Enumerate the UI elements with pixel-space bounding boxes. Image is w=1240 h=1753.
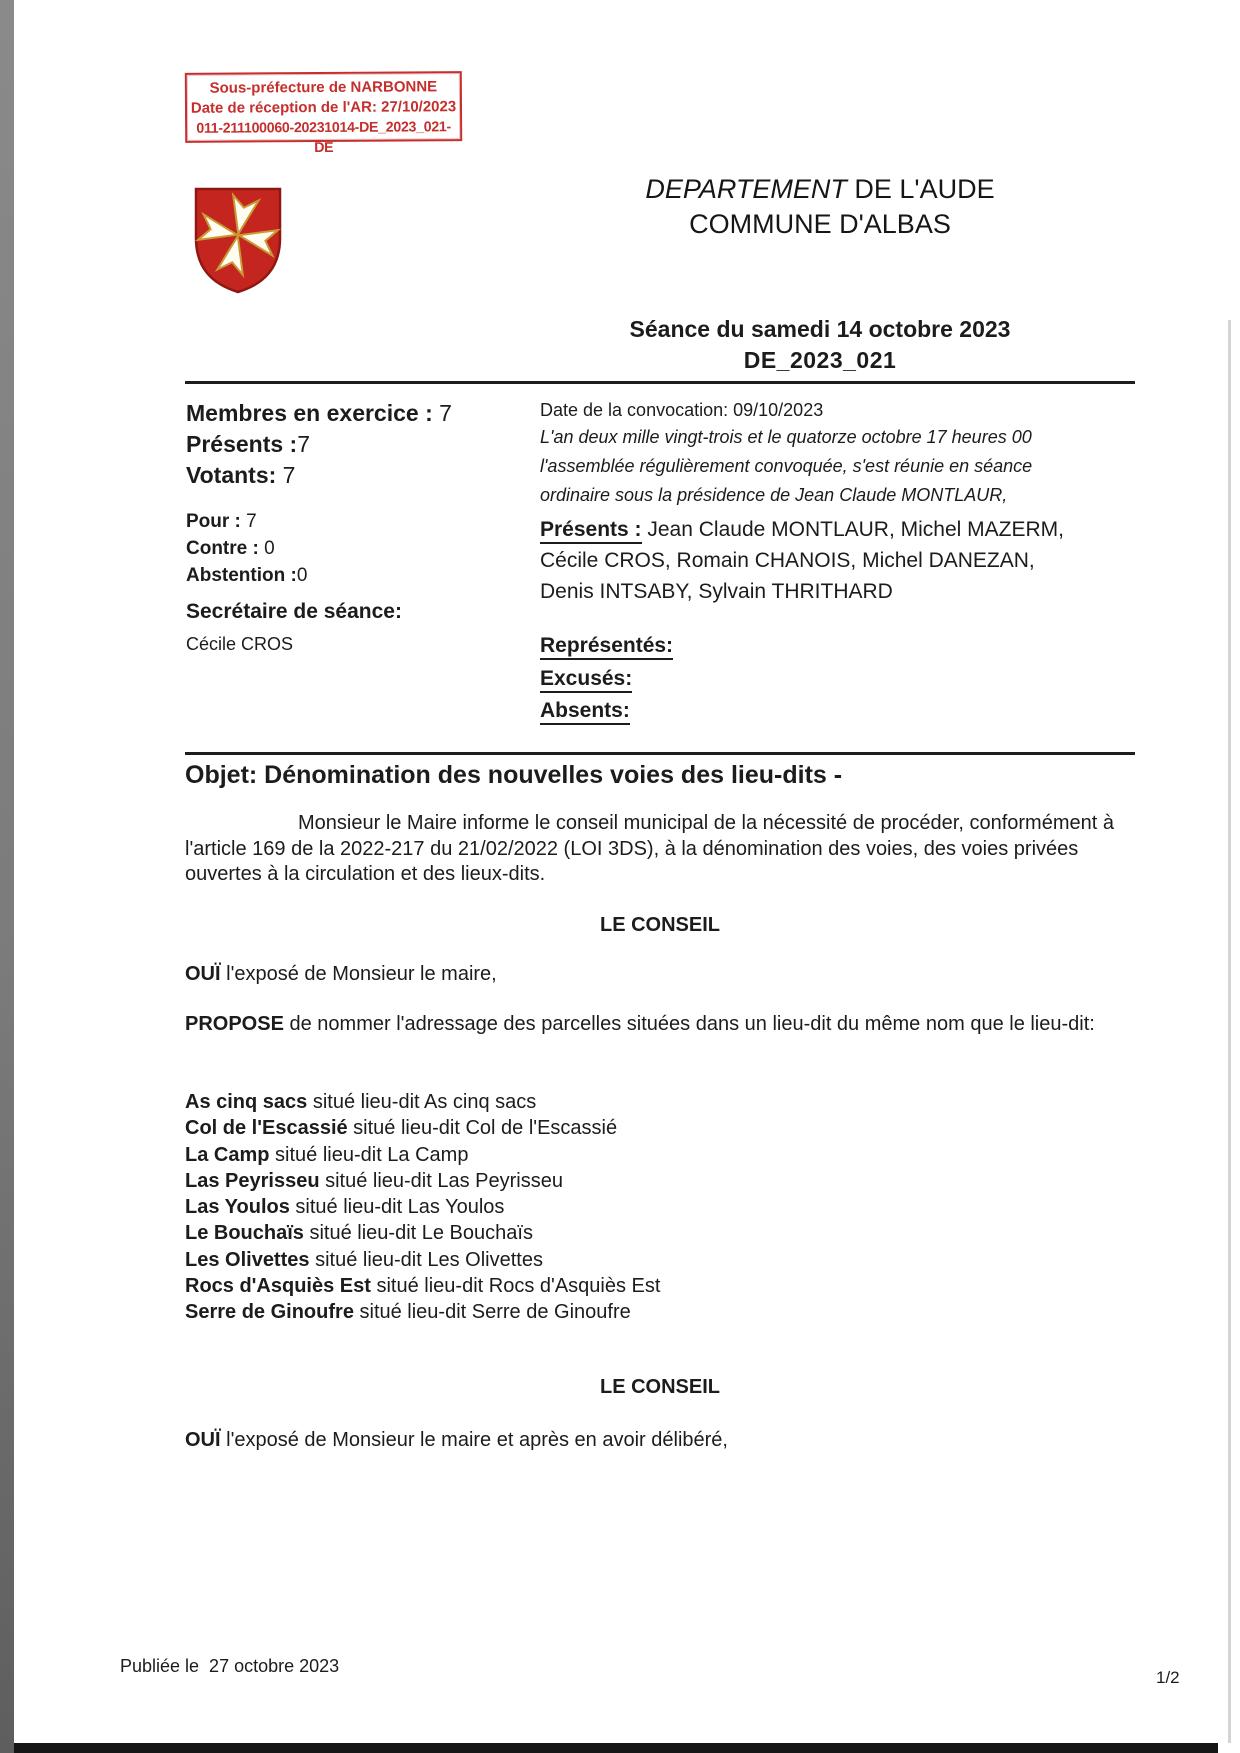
abstention-label: Abstention : [186, 565, 297, 586]
convocation-date: Date de la convocation: 09/10/2023 [540, 400, 824, 420]
page-number: 1/2 [1156, 1668, 1180, 1687]
stamp-reception-date-line: Date de réception de l'AR: 27/10/2023 [190, 98, 457, 117]
publication-date: Publiée le 27 octobre 2023 [120, 1656, 340, 1676]
abstention-value: 0 [296, 565, 308, 586]
presents-label: Présents : [540, 518, 642, 544]
membres-label: Membres en exercice : [186, 400, 433, 426]
oui-rest-1: l'exposé de Monsieur le maire, [220, 963, 497, 985]
oui-word-1: OUÏ [185, 963, 221, 985]
presents-count-line [186, 429, 452, 460]
membres-en-exercice-line [186, 398, 452, 429]
lieu-dit-name: Serre de Ginoufre [185, 1301, 354, 1324]
lieu-dit-row [185, 1115, 1135, 1141]
propose-paragraph [185, 1011, 1135, 1037]
representes-label: Représentés: [540, 634, 673, 660]
le-conseil-heading-2: LE CONSEIL [599, 1376, 720, 1398]
scan-edge-bottom [14, 1743, 1218, 1753]
lieu-dit-rest: situé lieu-dit La Camp [269, 1143, 469, 1166]
absence-labels [540, 630, 673, 728]
lieux-dits-list [185, 1089, 1135, 1326]
secretaire-label: Secrétaire de séance: [186, 600, 402, 623]
membres-value: 7 [432, 400, 452, 426]
lieu-dit-rest: situé lieu-dit Las Youlos [289, 1196, 505, 1219]
session-date-title: Séance du samedi 14 octobre 2023 [629, 316, 1011, 342]
lieu-dit-rest: situé lieu-dit Col de l'Escassié [347, 1117, 618, 1140]
secretaire-name: Cécile CROS [186, 634, 294, 654]
lieu-dit-name: Col de l'Escassié [185, 1117, 348, 1140]
divider-objet [185, 752, 1135, 755]
maltese-cross-shield-icon [192, 186, 284, 294]
absents-line [540, 695, 673, 728]
lieu-dit-row [185, 1142, 1135, 1168]
presents-names: Jean Claude MONTLAUR, Michel MAZERM, Cécile CROS, Romain CHANOIS, Michel DANEZAN, Denis INTSABY, Sylvain THRITHARD [540, 518, 1064, 603]
lieu-dit-name: Les Olivettes [185, 1248, 310, 1271]
scan-edge-left [0, 0, 14, 1753]
stamp-act-id-line: 011-211100060-20231014-DE_2023_021-DE [196, 119, 451, 157]
contre-value: 0 [258, 538, 275, 559]
oui-rest-2: l'exposé de Monsieur le maire et après en avoir délibéré, [220, 1429, 728, 1451]
pour-label: Pour : [186, 511, 241, 532]
objet-title: Objet: Dénomination des nouvelles voies des lieu-dits - [185, 761, 843, 789]
session-narrative: L'an deux mille vingt-trois et le quatorze octobre 17 heures 00 l'assemblée régulièrement convoquée, s'est réunie en séance ordinaire sous la présidence de Jean Claude MONTLAUR, [540, 427, 1033, 505]
lieu-dit-name: La Camp [185, 1143, 270, 1166]
scan-edge-right [1228, 320, 1231, 1743]
lieu-dit-name: As cinq sacs [185, 1091, 308, 1113]
votants-label: Votants: [186, 462, 277, 488]
lieu-dit-row [185, 1089, 1135, 1115]
presents-count-value: 7 [297, 431, 311, 457]
vote-results [186, 508, 307, 589]
votants-line [186, 460, 452, 491]
department-rest: DE L'AUDE [846, 174, 995, 204]
member-counts [186, 398, 452, 491]
intro-paragraph: Monsieur le Maire informe le conseil municipal de la nécessité de procéder, conformément à l'article 169 de la 2022-217 du 21/02/2022 (LOI 3DS), à la dénomination des voies, des voies privées ouvertes à la circulation et des lieux-dits. [185, 812, 1114, 886]
oui-line-1 [185, 961, 1135, 987]
department-commune-title [540, 172, 1100, 242]
department-word: DEPARTEMENT [645, 174, 847, 204]
contre-line [186, 535, 307, 562]
pour-line [186, 508, 307, 535]
lieu-dit-row [185, 1220, 1135, 1246]
lieu-dit-row [185, 1299, 1135, 1325]
presents-names-block [540, 514, 1092, 607]
pour-value: 7 [240, 511, 257, 532]
oui-word-2: OUÏ [185, 1429, 221, 1451]
lieu-dit-row [185, 1168, 1135, 1194]
lieu-dit-name: Le Bouchaïs [185, 1222, 304, 1245]
prefecture-stamp [185, 71, 462, 157]
lieu-dit-name: Las Youlos [185, 1196, 290, 1219]
oui-line-2 [185, 1427, 1135, 1453]
representes-line [540, 630, 673, 663]
deliberation-reference: DE_2023_021 [743, 347, 897, 373]
commune-title: COMMUNE D'ALBAS [689, 209, 951, 239]
lieu-dit-name: Rocs d'Asquiès Est [185, 1275, 371, 1298]
lieu-dit-row [185, 1247, 1135, 1273]
presents-count-label: Présents : [186, 431, 298, 457]
lieu-dit-row [185, 1194, 1135, 1220]
lieu-dit-row [185, 1273, 1135, 1299]
propose-word: PROPOSE [185, 1013, 284, 1035]
excuses-line [540, 663, 673, 696]
divider-header [185, 381, 1135, 384]
lieu-dit-rest: situé lieu-dit Les Olivettes [309, 1248, 543, 1271]
stamp-prefecture-line: Sous-préfecture de NARBONNE [209, 78, 438, 97]
excuses-label: Excusés: [540, 667, 632, 693]
absents-label: Absents: [540, 699, 630, 725]
lieu-dit-rest: situé lieu-dit Rocs d'Asquiès Est [370, 1275, 661, 1298]
lieu-dit-rest: situé lieu-dit Serre de Ginoufre [353, 1301, 631, 1324]
contre-label: Contre : [186, 538, 259, 559]
lieu-dit-name: Las Peyrisseu [185, 1169, 320, 1192]
department-title [540, 172, 1100, 207]
lieu-dit-rest: situé lieu-dit As cinq sacs [307, 1091, 537, 1113]
lieu-dit-rest: situé lieu-dit Las Peyrisseu [319, 1169, 563, 1192]
lieu-dit-rest: situé lieu-dit Le Bouchaïs [303, 1222, 533, 1245]
le-conseil-heading-1: LE CONSEIL [599, 914, 720, 936]
commune-coat-of-arms [192, 186, 284, 294]
abstention-line [186, 562, 307, 589]
votants-value: 7 [276, 462, 296, 488]
propose-rest: de nommer l'adressage des parcelles situées dans un lieu-dit du même nom que le lieu-dit: [283, 1013, 1095, 1035]
